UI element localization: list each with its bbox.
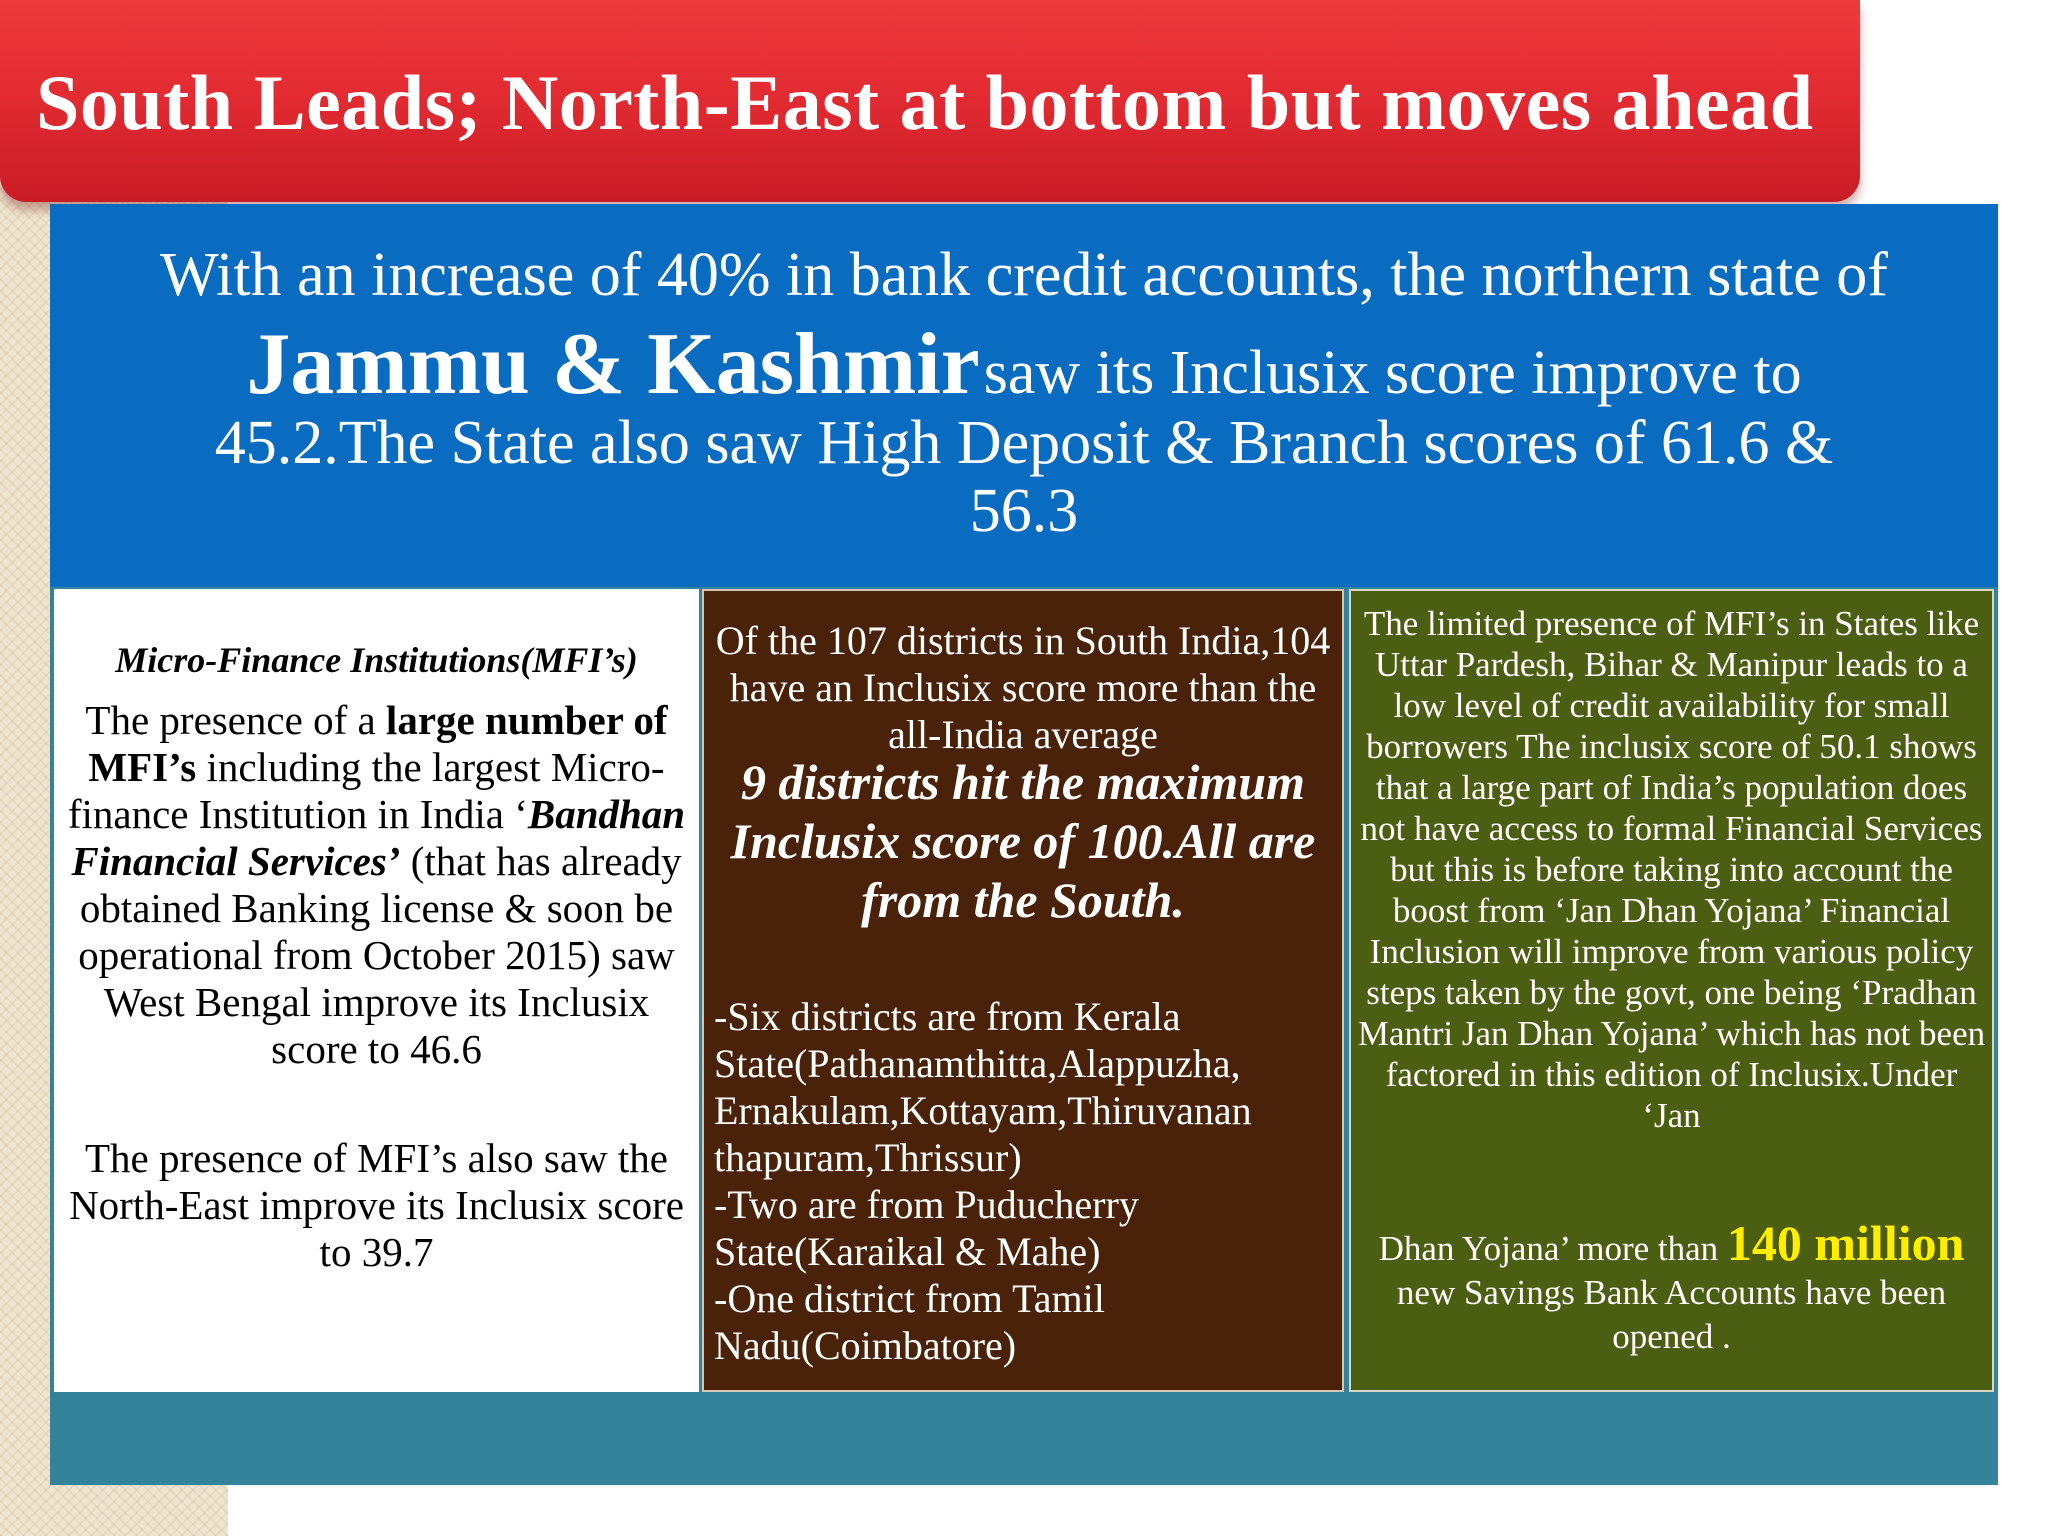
mfi-p1-text-b: including the largest Micro-finance Institution in India ‘ bbox=[67, 744, 665, 837]
district-list-line: Nadu(Coimbatore) bbox=[714, 1323, 1017, 1368]
state-name: Jammu & Kashmir bbox=[246, 316, 980, 413]
highlight-line-2 bbox=[50, 314, 1998, 415]
district-list-line: -One district from Tamil bbox=[714, 1276, 1105, 1321]
south-districts-box bbox=[702, 589, 1344, 1392]
highlight-line-3: 45.2.The State also saw High Deposit & Branch scores of 61.6 & bbox=[214, 409, 1834, 477]
jan-dhan-text-b: new Savings Bank Accounts have been opened . bbox=[1396, 1273, 1947, 1356]
title-banner bbox=[0, 0, 1860, 202]
north-body-text: The limited presence of MFI’s in States like Uttar Pardesh, Bihar & Manipur leads to a low level of credit availability for small borrowers The inclusix score of 50.1 shows that a large part of India’s population does not have access to formal Financial Services but this is before taking into account the boost from ‘Jan Dhan Yojana’ Financial Inclusion will improve from various policy steps taken by the govt, one being ‘Pradhan Mantri Jan Dhan Yojana’ which has not been factored in this edition of Inclusix.Under ‘Jan bbox=[1357, 604, 1986, 1135]
highlight-line-4: 56.3 bbox=[969, 477, 1079, 545]
mfi-p1-bold: large number of MFI’s bbox=[88, 697, 668, 790]
jan-dhan-text-a: Dhan Yojana’ more than bbox=[1378, 1229, 1727, 1268]
highlight-line-1: With an increase of 40% in bank credit accounts, the northern state of bbox=[160, 241, 1888, 309]
district-list-line: Ernakulam,Kottayam,Thiruvanan bbox=[714, 1088, 1252, 1133]
mfi-info-box bbox=[54, 589, 699, 1392]
district-list-line: -Two are from Puducherry bbox=[714, 1182, 1139, 1227]
district-list-line: State(Pathanamthitta,Alappuzha, bbox=[714, 1041, 1241, 1086]
mfi-p1-italic: Bandhan Financial Services’ bbox=[71, 791, 686, 884]
south-emphasis: 9 districts hit the maximum Inclusix score of 100.All are from the South. bbox=[730, 754, 1316, 928]
south-intro: Of the 107 districts in South India,104 have an Inclusix score more than the all-India average bbox=[715, 618, 1331, 757]
mfi-heading: Micro-Finance Institutions(MFI’s) bbox=[115, 640, 638, 680]
district-list-line: -Six districts are from Kerala bbox=[714, 994, 1181, 1039]
district-list-line: State(Karaikal & Mahe) bbox=[714, 1229, 1101, 1274]
district-list bbox=[714, 993, 1338, 1369]
district-list-line: thapuram,Thrissur) bbox=[714, 1135, 1022, 1180]
mfi-p1-text-c: (that has already obtained Banking license & soon be operational from October 2015) saw West Bengal improve its Inclusix score to 46.6 bbox=[78, 838, 682, 1072]
mfi-paragraph-1 bbox=[62, 697, 691, 1073]
highlight-line-2-rest: saw its Inclusix score improve to bbox=[983, 339, 1802, 407]
north-financial-inclusion-box bbox=[1349, 589, 1994, 1392]
slide-title: South Leads; North-East at bottom but moves ahead bbox=[36, 59, 1814, 146]
mfi-p1-text-a: The presence of a bbox=[85, 697, 386, 743]
jammu-kashmir-highlight-panel bbox=[50, 204, 1998, 587]
accounts-highlight: 140 million bbox=[1726, 1215, 1965, 1271]
jan-dhan-summary bbox=[1357, 1215, 1986, 1359]
mfi-paragraph-2: The presence of MFI’s also saw the North-East improve its Inclusix score to 39.7 bbox=[69, 1135, 684, 1275]
